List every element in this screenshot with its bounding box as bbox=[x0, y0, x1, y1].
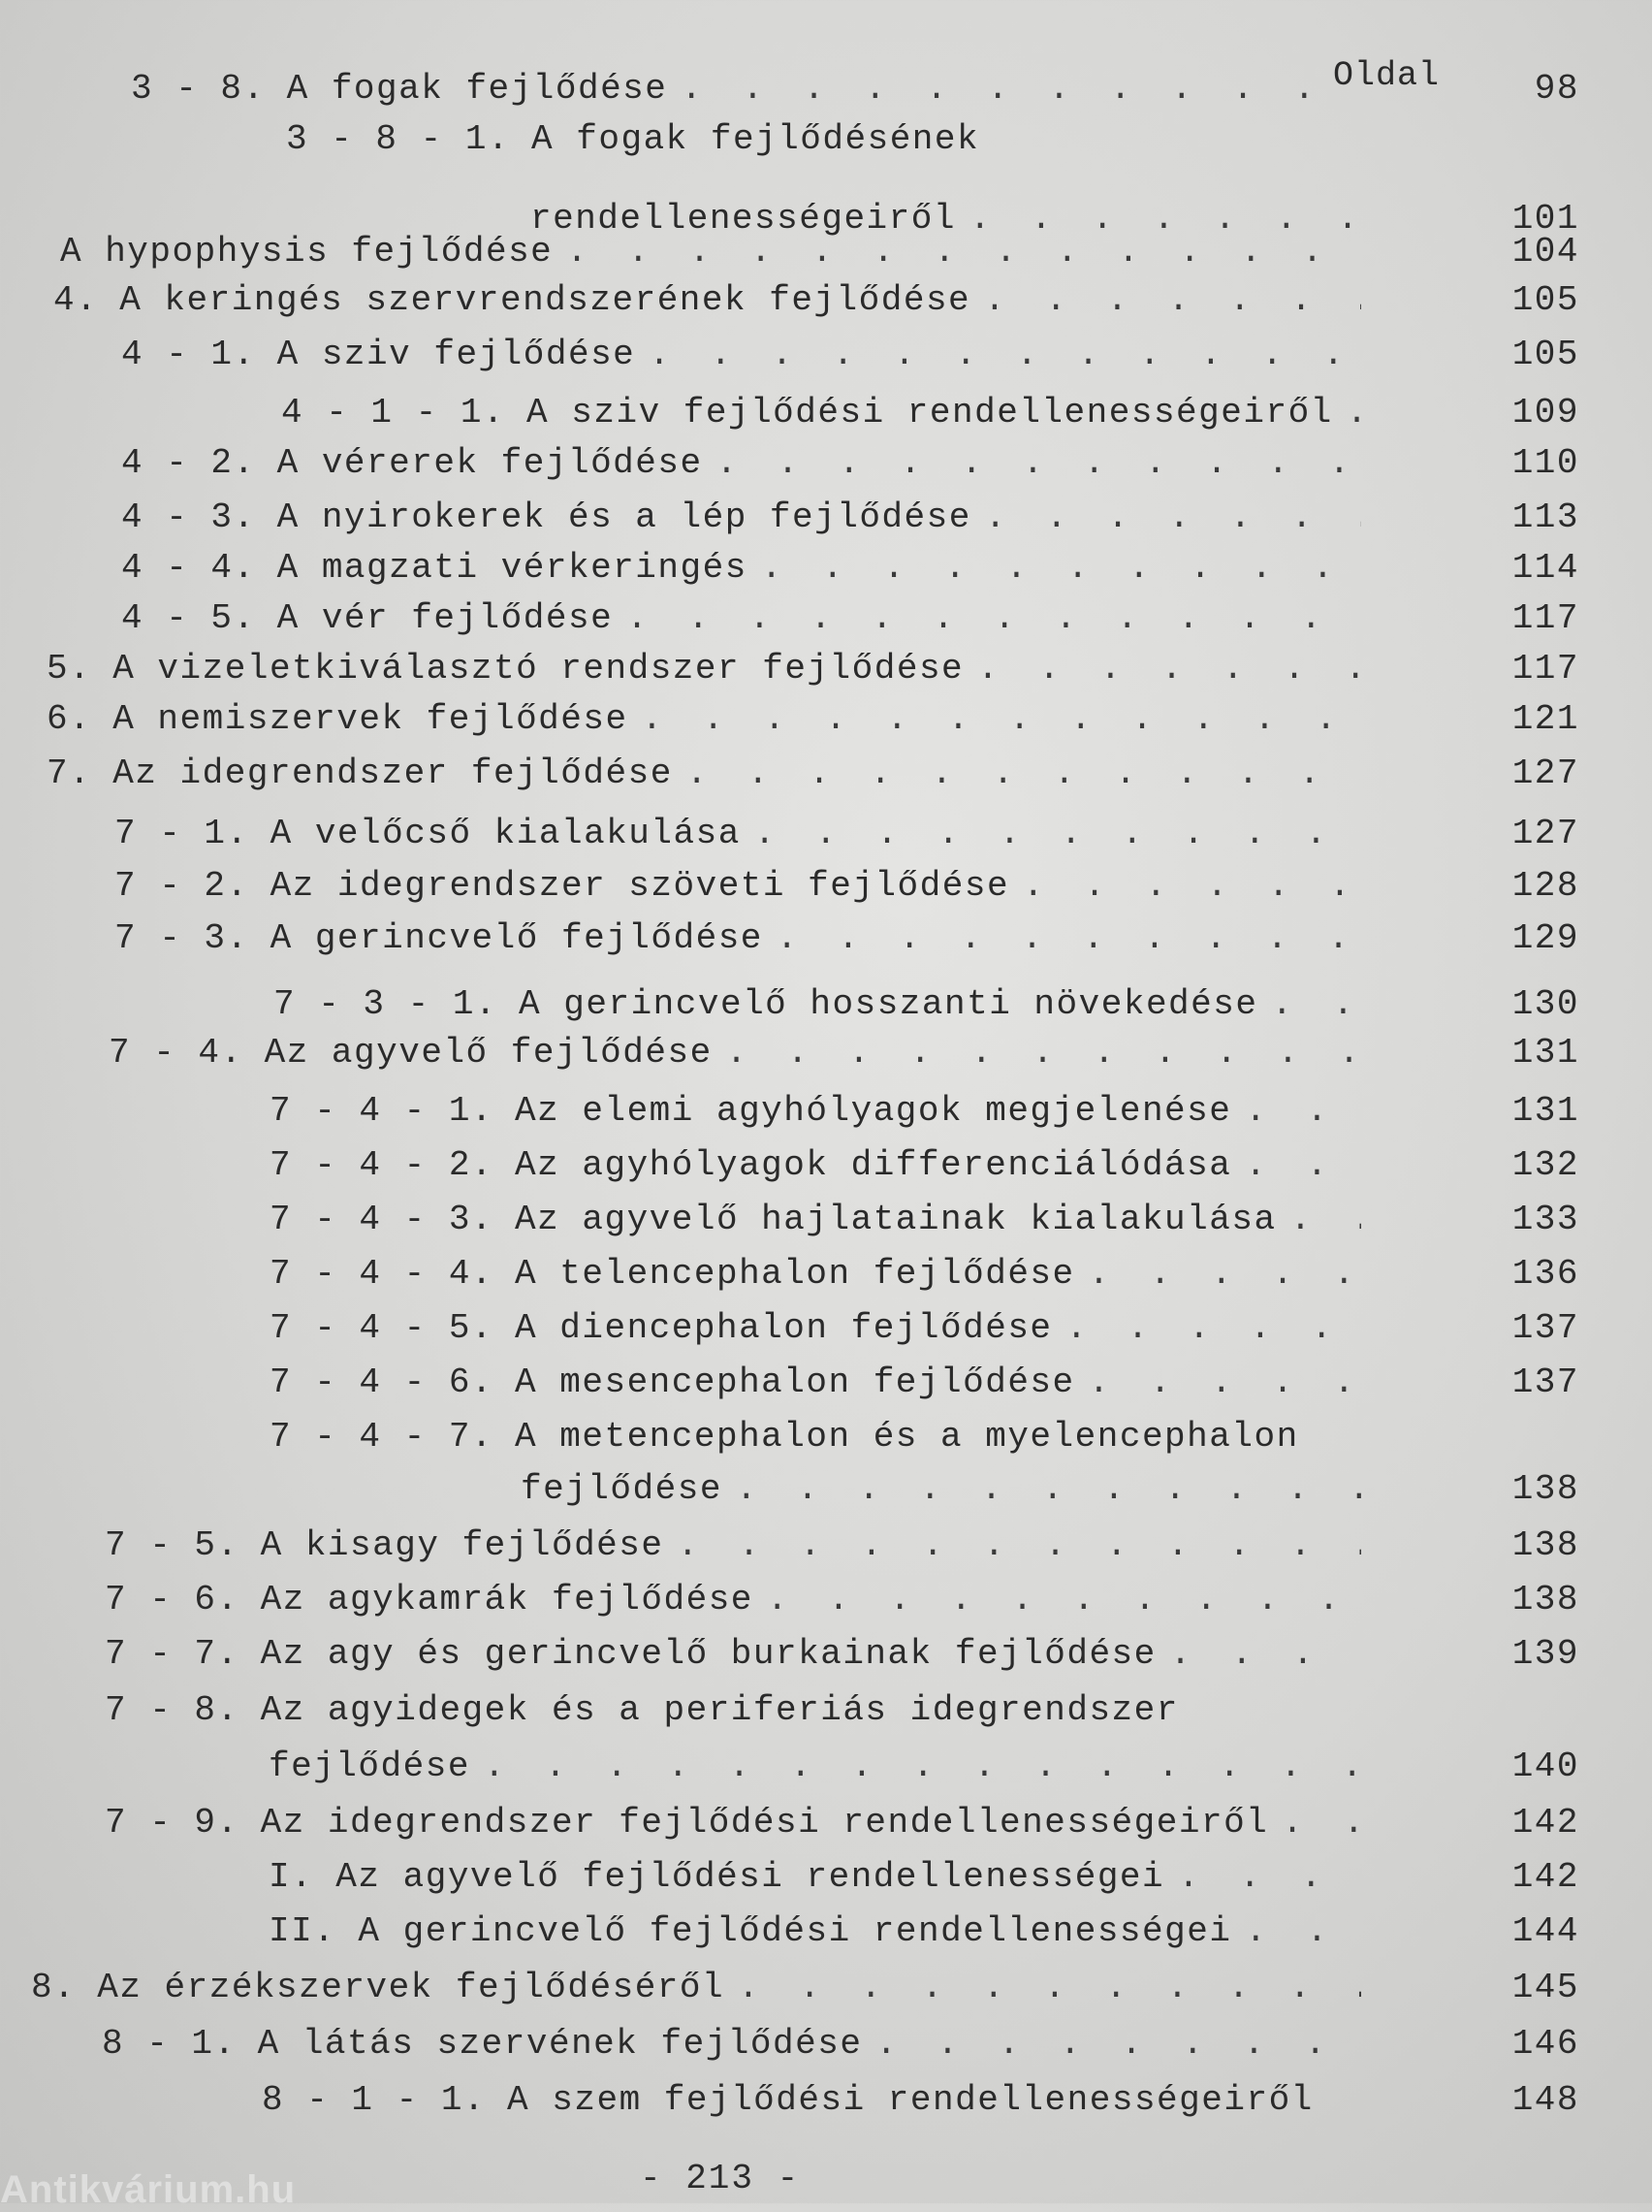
entry-title: A vizeletkiválasztó rendszer fejlődése bbox=[112, 649, 965, 689]
entry-number: 7 - 4 - 1. bbox=[270, 1091, 494, 1131]
toc-entry bbox=[105, 1575, 1579, 1625]
entry-page: 136 bbox=[1511, 1254, 1579, 1294]
toc-entry bbox=[121, 593, 1579, 644]
entry-page: 128 bbox=[1511, 866, 1579, 906]
entry-title: A gerincvelő hosszanti növekedése bbox=[519, 984, 1258, 1024]
toc-entry bbox=[102, 2019, 1579, 2069]
toc-entry bbox=[114, 914, 1579, 964]
entry-number: 4 - 5. bbox=[121, 598, 256, 638]
dot-leader bbox=[1170, 1629, 1361, 1680]
dot-leader bbox=[566, 227, 1361, 277]
dot-leader bbox=[1023, 861, 1361, 912]
entry-page: 137 bbox=[1511, 1308, 1579, 1348]
entry-page: 101 bbox=[1511, 199, 1579, 239]
entry-page: 142 bbox=[1511, 1857, 1579, 1897]
entry-title: Az agyhólyagok differenciálódása bbox=[515, 1145, 1232, 1185]
entry-number: 7 - 4 - 7. bbox=[270, 1417, 494, 1457]
entry-page: 110 bbox=[1511, 443, 1579, 483]
toc-entry bbox=[247, 1907, 1579, 1957]
dot-leader bbox=[1089, 1358, 1361, 1408]
toc-entry bbox=[270, 1303, 1579, 1354]
entry-page: 144 bbox=[1511, 1911, 1579, 1951]
entry-title: Az idegrendszer fejlődési rendellenességeiről bbox=[260, 1803, 1269, 1843]
entry-page: 105 bbox=[1511, 335, 1579, 374]
entry-number: 8 - 1. bbox=[102, 2024, 237, 2064]
toc-entry bbox=[121, 493, 1579, 543]
toc-entry bbox=[262, 2075, 1579, 2126]
dot-leader bbox=[738, 1963, 1361, 2013]
entry-number: 4 - 4. bbox=[121, 548, 256, 588]
dot-leader bbox=[716, 438, 1361, 489]
entry-page: 113 bbox=[1511, 497, 1579, 537]
entry-number: 7 - 1. bbox=[114, 814, 249, 853]
toc-entry bbox=[131, 64, 1579, 114]
toc-entry bbox=[499, 1464, 1579, 1515]
toc-entry bbox=[270, 1358, 1579, 1408]
dot-leader bbox=[1245, 1140, 1361, 1191]
entry-title: A gerincvelő fejlődése bbox=[270, 918, 763, 958]
entry-page: 127 bbox=[1511, 753, 1579, 793]
entry-title: Az idegrendszer fejlődése bbox=[112, 753, 673, 793]
dot-leader bbox=[777, 914, 1361, 964]
toc-entry bbox=[47, 694, 1579, 745]
entry-title: Az agy és gerincvelő burkainak fejlődése bbox=[260, 1634, 1157, 1674]
toc-entry bbox=[270, 1412, 1458, 1462]
dot-leader bbox=[1089, 1249, 1361, 1299]
entry-number: 7 - 4 - 4. bbox=[270, 1254, 494, 1294]
entry-page: 148 bbox=[1511, 2080, 1579, 2120]
entry-page: 109 bbox=[1511, 393, 1579, 433]
entry-title: A diencephalon fejlődése bbox=[515, 1308, 1053, 1348]
entry-number: 7 - 4 - 3. bbox=[270, 1200, 494, 1239]
entry-page: 132 bbox=[1511, 1145, 1579, 1185]
entry-number: 7 - 6. bbox=[105, 1580, 239, 1619]
entry-title: A metencephalon és a myelencephalon bbox=[515, 1417, 1299, 1457]
entry-title: A magzati vérkeringés bbox=[276, 548, 747, 588]
toc-entry bbox=[47, 644, 1579, 694]
entry-number: 4 - 2. bbox=[121, 443, 256, 483]
entry-title: rendellenességeiről bbox=[530, 199, 956, 239]
toc-entry bbox=[281, 388, 1579, 438]
page-column-header: Oldal bbox=[1333, 56, 1441, 95]
entry-number: 8 - 1 - 1. bbox=[262, 2080, 487, 2120]
entry-number: 4. bbox=[53, 280, 99, 320]
dot-leader bbox=[642, 694, 1361, 745]
entry-title: A kisagy fejlődése bbox=[260, 1525, 664, 1565]
entry-page: 98 bbox=[1534, 69, 1579, 109]
entry-page: 137 bbox=[1511, 1362, 1579, 1402]
entry-title: A mesencephalon fejlődése bbox=[515, 1362, 1075, 1402]
dot-leader bbox=[1271, 979, 1361, 1030]
entry-number: 3 - 8 - 1. bbox=[286, 119, 511, 159]
entry-number: 4 - 1. bbox=[121, 335, 256, 374]
entry-title: II. A gerincvelő fejlődési rendellenességei bbox=[269, 1911, 1232, 1951]
dot-leader bbox=[678, 1521, 1362, 1571]
dot-leader bbox=[985, 493, 1361, 543]
entry-page: 138 bbox=[1511, 1525, 1579, 1565]
dot-leader bbox=[736, 1464, 1361, 1515]
dot-leader bbox=[649, 330, 1361, 380]
dot-leader bbox=[1245, 1086, 1361, 1137]
entry-number: 7 - 3 - 1. bbox=[273, 984, 498, 1024]
dot-leader bbox=[626, 593, 1361, 644]
toc-entry bbox=[53, 275, 1579, 326]
entry-page: 105 bbox=[1511, 280, 1579, 320]
entry-title: A szem fejlődési rendellenességeiről bbox=[507, 2080, 1314, 2120]
entry-page: 129 bbox=[1511, 918, 1579, 958]
toc-entry bbox=[270, 1195, 1579, 1245]
dot-leader bbox=[977, 644, 1361, 694]
toc-entry bbox=[270, 1086, 1579, 1137]
watermark: Antikvárium.hu bbox=[0, 2168, 297, 2211]
entry-number: 5. bbox=[47, 649, 92, 689]
entry-number: 7 - 4 - 5. bbox=[270, 1308, 494, 1348]
toc-entry bbox=[39, 227, 1579, 277]
toc-entry bbox=[105, 1685, 1458, 1736]
entry-number: 7 - 8. bbox=[105, 1690, 239, 1730]
dot-leader bbox=[984, 275, 1361, 326]
entry-page: 142 bbox=[1511, 1803, 1579, 1843]
entry-number: 7 - 5. bbox=[105, 1525, 239, 1565]
entry-page: 145 bbox=[1511, 1968, 1579, 2007]
toc-entry bbox=[105, 1629, 1579, 1680]
entry-page: 131 bbox=[1511, 1091, 1579, 1131]
toc-entry bbox=[105, 1798, 1579, 1848]
entry-title: fejlődése bbox=[269, 1747, 470, 1786]
entry-number: 7 - 4 - 2. bbox=[270, 1145, 494, 1185]
entry-number: 7 - 3. bbox=[114, 918, 249, 958]
entry-number: 4 - 3. bbox=[121, 497, 256, 537]
entry-title: A keringés szervrendszerének fejlődése bbox=[119, 280, 971, 320]
entry-page: 131 bbox=[1511, 1033, 1579, 1073]
entry-page: 117 bbox=[1511, 598, 1579, 638]
entry-title: A telencephalon fejlődése bbox=[515, 1254, 1075, 1294]
dot-leader bbox=[875, 2019, 1361, 2069]
entry-number: 3 - 8. bbox=[131, 69, 266, 109]
page-number: - 213 - bbox=[640, 2159, 801, 2198]
dot-leader bbox=[1066, 1303, 1361, 1354]
toc-entry bbox=[273, 979, 1579, 1030]
entry-page: 138 bbox=[1511, 1469, 1579, 1509]
toc-entry bbox=[270, 1249, 1579, 1299]
entry-number: 7 - 7. bbox=[105, 1634, 239, 1674]
entry-page: 146 bbox=[1511, 2024, 1579, 2064]
toc-entry bbox=[270, 1140, 1579, 1191]
entry-title: Az agyidegek és a periferiás idegrendszer bbox=[260, 1690, 1179, 1730]
entry-number: 7. bbox=[47, 753, 92, 793]
dot-leader bbox=[761, 543, 1361, 593]
entry-title: Az agyvelő fejlődése bbox=[264, 1033, 713, 1073]
entry-title: Az elemi agyhólyagok megjelenése bbox=[515, 1091, 1232, 1131]
dot-leader bbox=[686, 749, 1361, 799]
entry-number: 7 - 9. bbox=[105, 1803, 239, 1843]
entry-page: 130 bbox=[1511, 984, 1579, 1024]
entry-title: A fogak fejlődése bbox=[286, 69, 668, 109]
entry-title: A sziv fejlődése bbox=[276, 335, 636, 374]
toc-entry bbox=[47, 749, 1579, 799]
entry-title: A vérerek fejlődése bbox=[276, 443, 703, 483]
entry-number: 7 - 4 - 6. bbox=[270, 1362, 494, 1402]
dot-leader bbox=[1282, 1798, 1361, 1848]
dot-leader bbox=[767, 1575, 1361, 1625]
dot-leader bbox=[1290, 1195, 1361, 1245]
entry-title: A látás szervének fejlődése bbox=[257, 2024, 863, 2064]
entry-title: A fogak fejlődésének bbox=[531, 119, 980, 159]
toc-entry bbox=[114, 861, 1579, 912]
toc-entry bbox=[114, 809, 1579, 859]
toc-entry bbox=[121, 543, 1579, 593]
entry-title: I. Az agyvelő fejlődési rendellenességei bbox=[269, 1857, 1165, 1897]
entry-page: 140 bbox=[1511, 1747, 1579, 1786]
entry-page: 114 bbox=[1511, 548, 1579, 588]
entry-page: 117 bbox=[1511, 649, 1579, 689]
entry-number: 7 - 2. bbox=[114, 866, 249, 906]
entry-title: Az agyvelő hajlatainak kialakulása bbox=[515, 1200, 1277, 1239]
entry-title: A nemiszervek fejlődése bbox=[112, 699, 628, 739]
entry-title: A sziv fejlődési rendellenességeiről bbox=[526, 393, 1333, 433]
entry-page: 133 bbox=[1511, 1200, 1579, 1239]
entry-title: Az idegrendszer szöveti fejlődése bbox=[270, 866, 1010, 906]
dot-leader bbox=[681, 64, 1361, 114]
toc-entry bbox=[286, 114, 1458, 165]
entry-title: A hypophysis fejlődése bbox=[60, 232, 554, 272]
toc-entry bbox=[109, 1028, 1579, 1078]
entry-page: 139 bbox=[1511, 1634, 1579, 1674]
dot-leader bbox=[484, 1742, 1361, 1792]
entry-page: 104 bbox=[1511, 232, 1579, 272]
toc-entry bbox=[105, 1521, 1579, 1571]
dot-leader bbox=[754, 809, 1361, 859]
entry-page: 138 bbox=[1511, 1580, 1579, 1619]
entry-page: 127 bbox=[1511, 814, 1579, 853]
toc-entry bbox=[247, 1742, 1579, 1792]
entry-title: A velőcső kialakulása bbox=[270, 814, 741, 853]
dot-leader bbox=[726, 1028, 1361, 1078]
entry-page: 121 bbox=[1511, 699, 1579, 739]
entry-title: fejlődése bbox=[521, 1469, 722, 1509]
toc-entry bbox=[31, 1963, 1579, 2013]
entry-title: A vér fejlődése bbox=[276, 598, 614, 638]
entry-title: A nyirokerek és a lép fejlődése bbox=[276, 497, 971, 537]
entry-number: 8. bbox=[31, 1968, 77, 2007]
entry-number: 6. bbox=[47, 699, 92, 739]
dot-leader bbox=[1347, 388, 1361, 438]
entry-number: 4 - 1 - 1. bbox=[281, 393, 506, 433]
toc-entry bbox=[121, 330, 1579, 380]
dot-leader bbox=[1178, 1852, 1361, 1903]
entry-number: 7 - 4. bbox=[109, 1033, 243, 1073]
toc-entry bbox=[247, 1852, 1579, 1903]
toc-entry bbox=[121, 438, 1579, 489]
entry-title: Az érzékszervek fejlődéséről bbox=[97, 1968, 725, 2007]
dot-leader bbox=[1245, 1907, 1361, 1957]
entry-title: Az agykamrák fejlődése bbox=[260, 1580, 753, 1619]
